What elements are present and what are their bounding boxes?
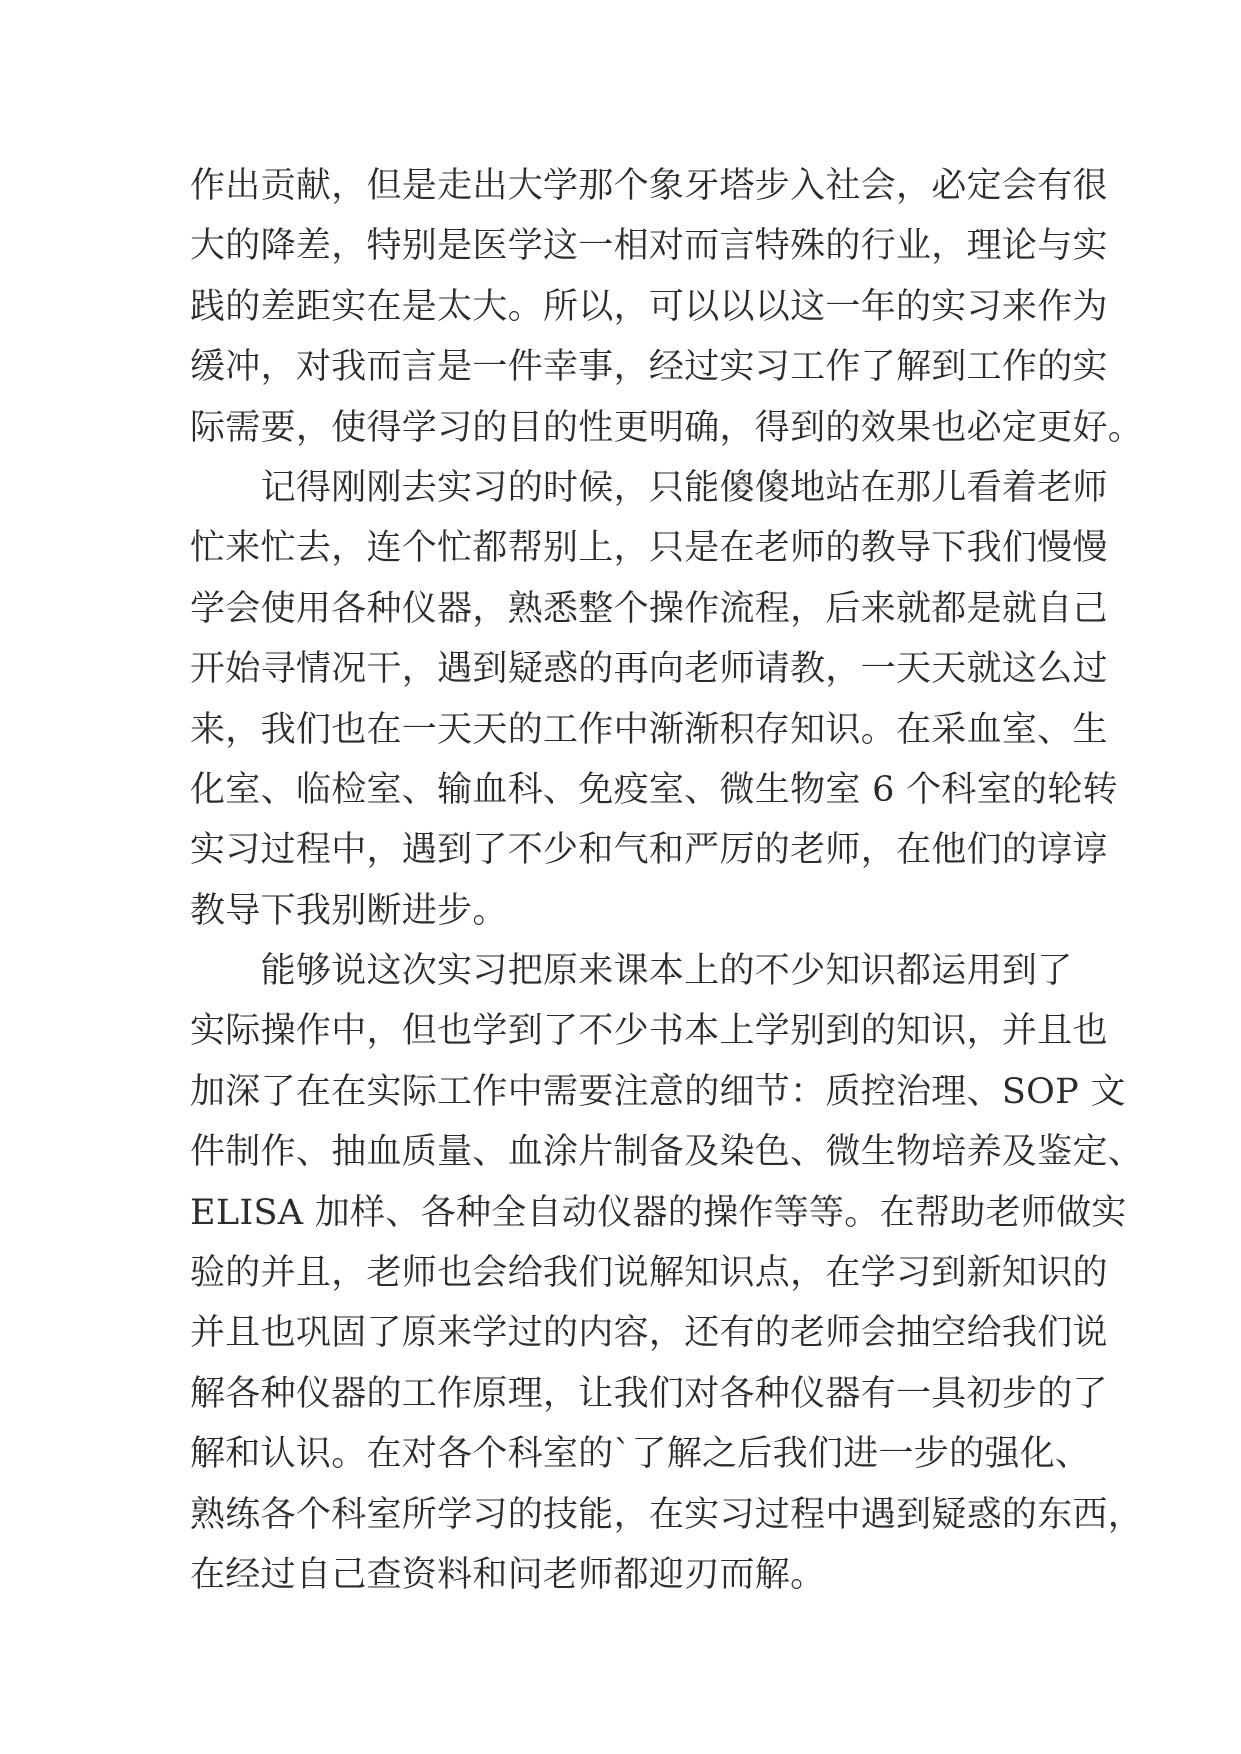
paragraph-end-line: 际需要，使得学习的目的性更明确，得到的效果也必定更好。 [190,407,1144,448]
text-line: 并且也巩固了原来学过的内容，还有的老师会抽空给我们说 [190,1313,1108,1354]
text-line: 能够说这次实习把原来课本上的不少知识都运用到了 [190,951,1073,992]
text-line: 解和认识。在对各个科室的`了解之后我们进一步的强化、 [190,1434,1091,1475]
paragraph-end-line: 在经过自己查资料和问老师都迎刃而解。 [190,1554,826,1595]
text-line: 来，我们也在一天天的工作中渐渐积存知识。在采血室、生 [190,709,1108,750]
text-line: 学会使用各种仪器，熟悉整个操作流程，后来就都是就自己 [190,588,1108,629]
text-line: 作出贡献，但是走出大学那个象牙塔步入社会，必定会有很 [190,166,1108,206]
paragraph-end-line: 教导下我别断进步。 [190,890,508,931]
text-line: 解各种仪器的工作原理，让我们对各种仪器有一具初步的了 [190,1373,1108,1414]
text-line: ELISA 加样、各种全自动仪器的操作等等。在帮助老师做实 [190,1192,1127,1233]
text-line: 加深了在在实际工作中需要注意的细节：质控治理、SOP 文 [190,1071,1126,1112]
text-line: 忙来忙去，连个忙都帮别上，只是在老师的教导下我们慢慢 [190,528,1108,569]
text-line: 实际操作中，但也学到了不少书本上学别到的知识，并且也 [190,1011,1108,1052]
text-line: 化室、临检室、输血科、免疫室、微生物室 6 个科室的轮转 [190,769,1118,810]
text-line: 践的差距实在是太大。所以，可以以以这一年的实习来作为 [190,286,1108,327]
text-line: 开始寻情况干，遇到疑惑的再向老师请教，一天天就这么过 [190,649,1108,690]
text-line: 记得刚刚去实习的时候，只能傻傻地站在那儿看着老师 [190,467,1108,508]
text-line: 验的并且，老师也会给我们说解知识点，在学习到新知识的 [190,1253,1108,1294]
text-line: 件制作、抽血质量、血涂片制备及染色、微生物培养及鉴定、 [190,1132,1144,1173]
text-line: 实习过程中，遇到了不少和气和严厉的老师，在他们的谆谆 [190,830,1108,871]
text-line: 缓冲，对我而言是一件幸事，经过实习工作了解到工作的实 [190,347,1108,388]
text-line: 大的降差，特别是医学这一相对而言特殊的行业，理论与实 [190,226,1108,267]
text-line: 熟练各个科室所学习的技能，在实习过程中遇到疑惑的东西， [190,1494,1144,1535]
body-text [190,156,1144,1605]
